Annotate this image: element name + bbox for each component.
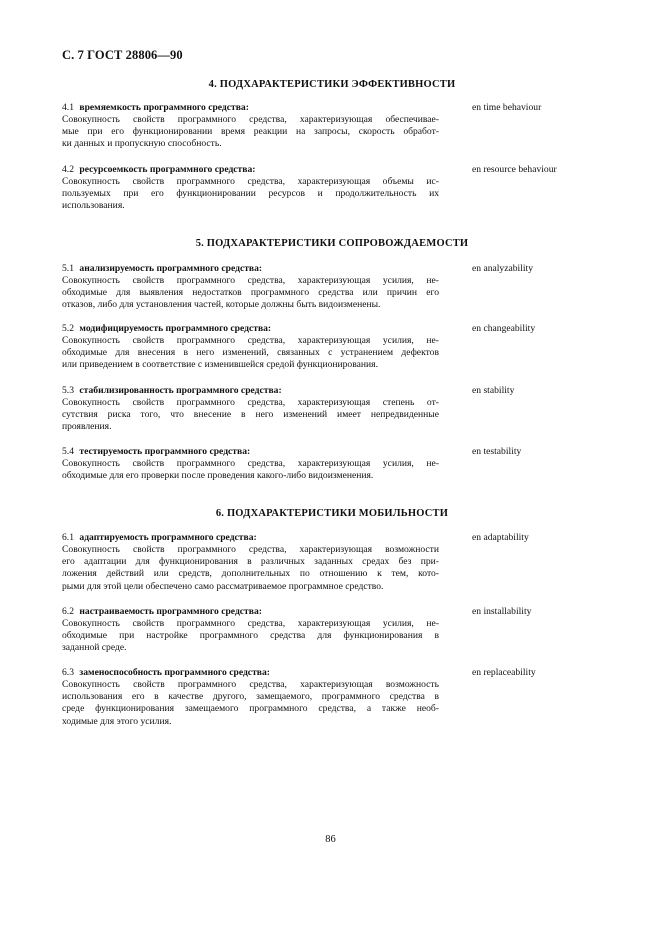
- term-name: ресурсоемкость программного средства:: [79, 164, 256, 175]
- definition-line: Совокупность свойств программного средства, характеризующая возможность: [62, 679, 439, 690]
- english-equivalent: en adaptability: [472, 532, 529, 543]
- term-number: 6.3: [62, 667, 74, 678]
- term-line: [62, 385, 602, 397]
- definition-line: Совокупность свойств программного средства, характеризующая обеспечивае-: [62, 114, 439, 125]
- definition-line: ложения действий или средств, дополнительных по отношению к тем, кото-: [62, 568, 439, 580]
- definition-line: заданной среде.: [62, 642, 127, 654]
- definition-line: обходимые для внесения в него изменений, связанных с устранением дефектов: [62, 347, 439, 359]
- term-name: модифицируемость программного средства:: [79, 323, 272, 334]
- definition-line: обходимые для его проверки после проведения какого-либо видоизменения.: [62, 470, 374, 482]
- definition-line: Совокупность свойств программного средства, характеризующая усилия, не-: [62, 458, 439, 469]
- term-name: времяемкость программного средства:: [79, 102, 249, 113]
- term-name: адаптируемость программного средства:: [79, 532, 257, 543]
- definition-line: использования.: [62, 200, 125, 212]
- definition-line: мые при его функционировании время реакции на запросы, скорость обработ-: [62, 126, 439, 138]
- term-number: 6.2: [62, 606, 74, 617]
- term-entry-6-3: [62, 667, 602, 728]
- term-definition: [62, 114, 439, 151]
- term-name: анализируемость программного средства:: [79, 263, 263, 274]
- english-equivalent: en analyzability: [472, 263, 534, 274]
- definition-line: его адаптации для функционирования в различных заданных средах без при-: [62, 556, 439, 568]
- term-entry-4-2: [62, 164, 602, 213]
- definition-line: Совокупность свойств программного средства, характеризующая усилия, не-: [62, 335, 439, 346]
- page-header: С. 7 ГОСТ 28806—90: [62, 48, 183, 62]
- term-name: настраиваемость программного средства:: [79, 606, 262, 617]
- term-entry-4-1: [62, 102, 602, 151]
- term-entry-5-4: [62, 446, 602, 482]
- term-number: 5.4: [62, 446, 74, 457]
- definition-line: Совокупность свойств программного средства, характеризующая усилия, не-: [62, 275, 439, 286]
- english-equivalent: en stability: [472, 385, 515, 396]
- term-definition: [62, 176, 439, 213]
- definition-line: проявления.: [62, 421, 112, 433]
- term-definition: [62, 335, 439, 372]
- term-name: тестируемость программного средства:: [79, 446, 251, 457]
- term-number: 5.1: [62, 263, 74, 274]
- definition-line: Совокупность свойств программного средства, характеризующая возможности: [62, 544, 439, 555]
- term-number: 4.2: [62, 164, 74, 175]
- term-definition: [62, 544, 439, 593]
- page-number: 86: [325, 834, 336, 845]
- definition-line: обходимые при настройке программного средства для функционирования в: [62, 630, 439, 642]
- definition-line: использования его в качестве другого, замещаемого, программного средства в: [62, 691, 439, 703]
- definition-line: Совокупность свойств программного средства, характеризующая степень от-: [62, 397, 439, 408]
- term-definition: [62, 275, 439, 312]
- english-equivalent: en time behaviour: [472, 102, 542, 113]
- definition-line: рыми для этой цели обеспечено само рассматриваемое программное средство.: [62, 580, 384, 592]
- term-name: заменоспособность программного средства:: [79, 667, 270, 678]
- term-entry-5-2: [62, 323, 602, 372]
- term-number: 5.3: [62, 385, 74, 396]
- english-equivalent: en resource behaviour: [472, 164, 557, 175]
- term-entry-5-3: [62, 385, 602, 434]
- term-entry-6-1: [62, 532, 602, 593]
- term-definition: [62, 679, 439, 728]
- definition-line: сутствия риска того, что внесение в него изменений имеет непредвиденные: [62, 409, 439, 421]
- term-number: 6.1: [62, 532, 74, 543]
- term-entry-5-1: [62, 263, 602, 312]
- definition-line: обходимые для выявления недостатков программного средства или причин его: [62, 287, 439, 299]
- section-heading-6: 6. ПОДХАРАКТЕРИСТИКИ МОБИЛЬНОСТИ: [215, 508, 449, 519]
- english-equivalent: en testability: [472, 446, 522, 457]
- definition-line: среде функционирования замещаемого программного средства, а также необ-: [62, 703, 439, 715]
- definition-line: ки данных и пропускную способность.: [62, 138, 222, 150]
- english-equivalent: en replaceability: [472, 667, 536, 678]
- term-number: 5.2: [62, 323, 74, 334]
- english-equivalent: en changeability: [472, 323, 536, 334]
- english-equivalent: en installability: [472, 606, 532, 617]
- definition-line: ходимые для этого усилия.: [62, 715, 172, 727]
- definition-line: отказов, либо для установления частей, которые должны быть видоизменены.: [62, 299, 381, 311]
- definition-line: пользуемых при его функционировании ресурсов и продолжительность их: [62, 188, 439, 200]
- term-definition: [62, 397, 439, 434]
- term-entry-6-2: [62, 606, 602, 655]
- term-definition: [62, 458, 439, 482]
- definition-line: Совокупность свойств программного средства, характеризующая усилия, не-: [62, 618, 439, 629]
- definition-line: Совокупность свойств программного средства, характеризующая объемы ис-: [62, 176, 439, 187]
- term-name: стабилизированность программного средства:: [79, 385, 282, 396]
- section-heading-5: 5. ПОДХАРАКТЕРИСТИКИ СОПРОВОЖДАЕМОСТИ: [195, 238, 469, 249]
- definition-line: или приведением в соответствие с изменившейся средой функционирования.: [62, 359, 378, 371]
- term-definition: [62, 618, 439, 655]
- section-heading-4: 4. ПОДХАРАКТЕРИСТИКИ ЭФФЕКТИВНОСТИ: [208, 79, 456, 90]
- term-number: 4.1: [62, 102, 74, 113]
